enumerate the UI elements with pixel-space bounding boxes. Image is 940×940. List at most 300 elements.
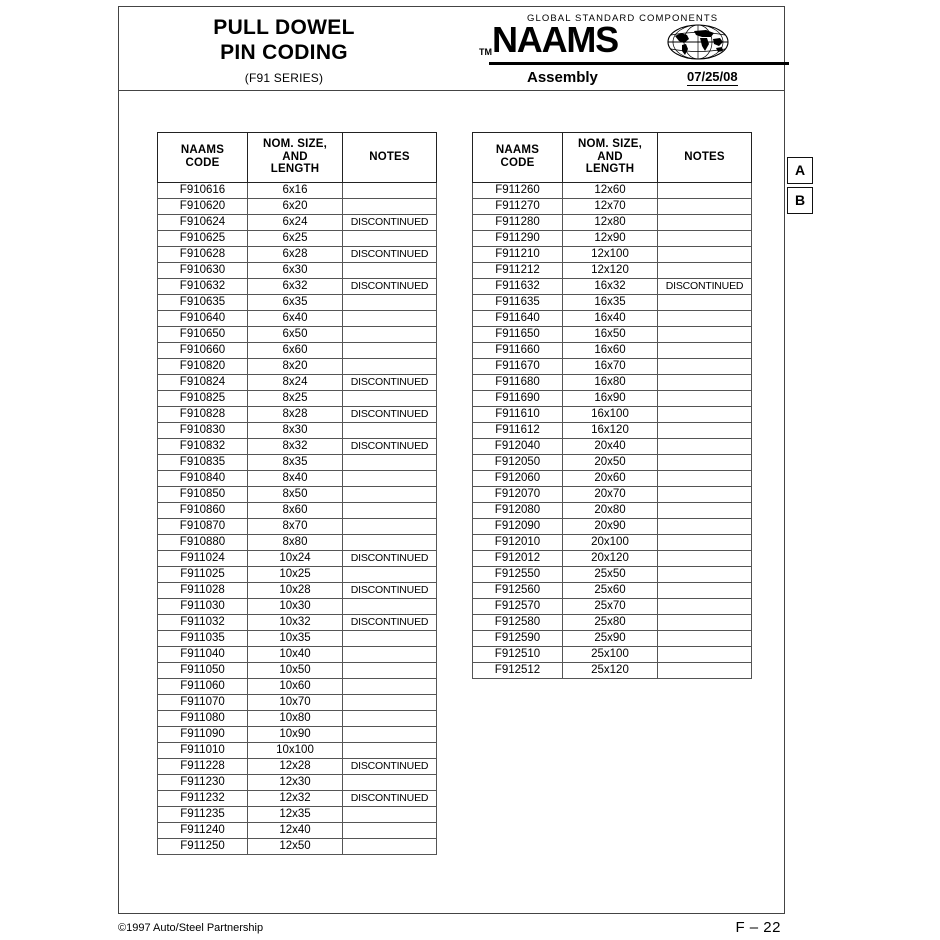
table-row bbox=[473, 486, 752, 502]
cell-naams-code: F911610 bbox=[473, 406, 563, 422]
cell-nominal-size: 20x50 bbox=[563, 454, 658, 470]
cell-notes bbox=[343, 662, 437, 678]
table-row bbox=[473, 342, 752, 358]
cell-nominal-size: 10x100 bbox=[248, 742, 343, 758]
document-series-label: (F91 SERIES) bbox=[244, 71, 324, 85]
table-header-row bbox=[158, 133, 437, 183]
cell-naams-code: F912070 bbox=[473, 486, 563, 502]
column-header-naams-code bbox=[473, 133, 563, 183]
table-body-left bbox=[158, 182, 437, 854]
table-row bbox=[158, 534, 437, 550]
cell-naams-code: F912040 bbox=[473, 438, 563, 454]
cell-naams-code: F911228 bbox=[158, 758, 248, 774]
cell-nominal-size: 25x90 bbox=[563, 630, 658, 646]
cell-notes bbox=[658, 662, 752, 678]
cell-naams-code: F910616 bbox=[158, 182, 248, 198]
cell-naams-code: F911025 bbox=[158, 566, 248, 582]
header-line1: NOTES bbox=[369, 150, 410, 163]
table-row bbox=[473, 566, 752, 582]
cell-naams-code: F910820 bbox=[158, 358, 248, 374]
cell-notes bbox=[658, 214, 752, 230]
cell-nominal-size: 16x35 bbox=[563, 294, 658, 310]
table-row bbox=[473, 646, 752, 662]
cell-nominal-size: 12x28 bbox=[248, 758, 343, 774]
cell-naams-code: F911032 bbox=[158, 614, 248, 630]
page-frame bbox=[118, 6, 785, 914]
cell-nominal-size: 6x50 bbox=[248, 326, 343, 342]
cell-nominal-size: 6x20 bbox=[248, 198, 343, 214]
cell-notes bbox=[658, 358, 752, 374]
page-number: F – 22 bbox=[735, 919, 781, 936]
table-row bbox=[158, 230, 437, 246]
cell-naams-code: F910624 bbox=[158, 214, 248, 230]
cell-notes bbox=[658, 422, 752, 438]
cell-nominal-size: 6x40 bbox=[248, 310, 343, 326]
cell-notes bbox=[343, 630, 437, 646]
cell-naams-code: F910880 bbox=[158, 534, 248, 550]
cell-notes bbox=[343, 390, 437, 406]
cell-nominal-size: 20x100 bbox=[563, 534, 658, 550]
table-row bbox=[158, 294, 437, 310]
cell-nominal-size: 6x28 bbox=[248, 246, 343, 262]
table-row bbox=[158, 358, 437, 374]
cell-nominal-size: 10x28 bbox=[248, 582, 343, 598]
cell-nominal-size: 6x30 bbox=[248, 262, 343, 278]
cell-notes bbox=[658, 246, 752, 262]
cell-nominal-size: 10x35 bbox=[248, 630, 343, 646]
globe-icon bbox=[667, 24, 729, 65]
table-row bbox=[473, 326, 752, 342]
cell-notes bbox=[658, 582, 752, 598]
table-row bbox=[158, 710, 437, 726]
cell-notes bbox=[343, 454, 437, 470]
cell-naams-code: F910830 bbox=[158, 422, 248, 438]
cell-notes bbox=[658, 198, 752, 214]
table-row bbox=[473, 310, 752, 326]
cell-nominal-size: 6x24 bbox=[248, 214, 343, 230]
cell-naams-code: F910828 bbox=[158, 406, 248, 422]
table-row bbox=[473, 614, 752, 630]
table-row bbox=[473, 390, 752, 406]
table-row bbox=[158, 566, 437, 582]
cell-notes bbox=[343, 358, 437, 374]
naams-logo-wordmark: NAAMS bbox=[492, 19, 618, 60]
cell-nominal-size: 10x30 bbox=[248, 598, 343, 614]
cell-notes: DISCONTINUED bbox=[343, 550, 437, 566]
cell-naams-code: F910620 bbox=[158, 198, 248, 214]
cell-nominal-size: 12x30 bbox=[248, 774, 343, 790]
cell-notes bbox=[658, 390, 752, 406]
section-tab-a[interactable]: A bbox=[787, 157, 813, 184]
cell-notes bbox=[343, 262, 437, 278]
cell-nominal-size: 10x90 bbox=[248, 726, 343, 742]
cell-nominal-size: 8x40 bbox=[248, 470, 343, 486]
table-row bbox=[473, 262, 752, 278]
table-row bbox=[158, 822, 437, 838]
cell-nominal-size: 6x16 bbox=[248, 182, 343, 198]
table-row bbox=[158, 550, 437, 566]
table-row bbox=[473, 246, 752, 262]
page-footer bbox=[118, 919, 785, 940]
cell-notes: DISCONTINUED bbox=[343, 406, 437, 422]
table-row bbox=[158, 790, 437, 806]
cell-nominal-size: 10x25 bbox=[248, 566, 343, 582]
table-row bbox=[473, 454, 752, 470]
cell-notes bbox=[343, 294, 437, 310]
table-row bbox=[158, 262, 437, 278]
document-date: 07/25/08 bbox=[687, 69, 738, 84]
cell-nominal-size: 16x100 bbox=[563, 406, 658, 422]
cell-naams-code: F911632 bbox=[473, 278, 563, 294]
cell-notes bbox=[658, 470, 752, 486]
cell-naams-code: F910632 bbox=[158, 278, 248, 294]
cell-notes bbox=[658, 550, 752, 566]
cell-naams-code: F910650 bbox=[158, 326, 248, 342]
table-row bbox=[473, 182, 752, 198]
cell-naams-code: F911290 bbox=[473, 230, 563, 246]
cell-naams-code: F911280 bbox=[473, 214, 563, 230]
cell-nominal-size: 12x35 bbox=[248, 806, 343, 822]
cell-nominal-size: 8x60 bbox=[248, 502, 343, 518]
cell-nominal-size: 12x80 bbox=[563, 214, 658, 230]
table-body-right bbox=[473, 182, 752, 678]
cell-nominal-size: 8x32 bbox=[248, 438, 343, 454]
cell-nominal-size: 8x28 bbox=[248, 406, 343, 422]
cell-notes bbox=[658, 182, 752, 198]
cell-notes bbox=[343, 742, 437, 758]
cell-naams-code: F912012 bbox=[473, 550, 563, 566]
header-line3: LENGTH bbox=[585, 163, 635, 175]
cell-naams-code: F911212 bbox=[473, 262, 563, 278]
cell-notes bbox=[343, 726, 437, 742]
cell-naams-code: F911060 bbox=[158, 678, 248, 694]
cell-nominal-size: 25x120 bbox=[563, 662, 658, 678]
cell-nominal-size: 25x50 bbox=[563, 566, 658, 582]
cell-notes bbox=[343, 518, 437, 534]
cell-notes bbox=[343, 822, 437, 838]
cell-nominal-size: 12x60 bbox=[563, 182, 658, 198]
cell-naams-code: F911028 bbox=[158, 582, 248, 598]
cell-notes bbox=[658, 326, 752, 342]
cell-naams-code: F911260 bbox=[473, 182, 563, 198]
assembly-label: Assembly bbox=[527, 69, 598, 86]
cell-nominal-size: 12x32 bbox=[248, 790, 343, 806]
header-line2: CODE bbox=[500, 156, 535, 169]
table-row bbox=[158, 278, 437, 294]
cell-nominal-size: 6x60 bbox=[248, 342, 343, 358]
cell-nominal-size: 8x35 bbox=[248, 454, 343, 470]
table-row bbox=[158, 182, 437, 198]
cell-notes: DISCONTINUED bbox=[343, 246, 437, 262]
cell-notes: DISCONTINUED bbox=[343, 374, 437, 390]
table-row bbox=[473, 406, 752, 422]
cell-nominal-size: 16x60 bbox=[563, 342, 658, 358]
cell-naams-code: F910625 bbox=[158, 230, 248, 246]
cell-nominal-size: 20x70 bbox=[563, 486, 658, 502]
cell-nominal-size: 20x120 bbox=[563, 550, 658, 566]
cell-notes bbox=[658, 614, 752, 630]
cell-nominal-size: 8x70 bbox=[248, 518, 343, 534]
column-header-notes bbox=[343, 133, 437, 183]
cell-nominal-size: 12x40 bbox=[248, 822, 343, 838]
cell-notes bbox=[658, 502, 752, 518]
cell-notes bbox=[343, 422, 437, 438]
cell-naams-code: F911040 bbox=[158, 646, 248, 662]
table-row bbox=[473, 582, 752, 598]
cell-nominal-size: 12x50 bbox=[248, 838, 343, 854]
cell-naams-code: F911650 bbox=[473, 326, 563, 342]
cell-naams-code: F911680 bbox=[473, 374, 563, 390]
cell-notes bbox=[343, 806, 437, 822]
table-row bbox=[158, 774, 437, 790]
table-row bbox=[473, 518, 752, 534]
header-line2: CODE bbox=[185, 156, 220, 169]
cell-nominal-size: 25x70 bbox=[563, 598, 658, 614]
cell-naams-code: F911024 bbox=[158, 550, 248, 566]
cell-nominal-size: 8x50 bbox=[248, 486, 343, 502]
cell-nominal-size: 16x32 bbox=[563, 278, 658, 294]
cell-notes: DISCONTINUED bbox=[343, 582, 437, 598]
cell-naams-code: F911240 bbox=[158, 822, 248, 838]
cell-naams-code: F911030 bbox=[158, 598, 248, 614]
cell-notes bbox=[343, 182, 437, 198]
table-row bbox=[158, 502, 437, 518]
cell-notes bbox=[343, 678, 437, 694]
title-block bbox=[119, 7, 784, 91]
cell-notes: DISCONTINUED bbox=[343, 278, 437, 294]
table-row bbox=[473, 278, 752, 294]
cell-nominal-size: 10x80 bbox=[248, 710, 343, 726]
cell-nominal-size: 16x80 bbox=[563, 374, 658, 390]
table-row bbox=[158, 678, 437, 694]
table-row bbox=[158, 326, 437, 342]
cell-nominal-size: 25x100 bbox=[563, 646, 658, 662]
cell-notes bbox=[658, 454, 752, 470]
cell-naams-code: F912580 bbox=[473, 614, 563, 630]
cell-notes bbox=[658, 534, 752, 550]
cell-naams-code: F911250 bbox=[158, 838, 248, 854]
page-title-line1: PULL DOWEL bbox=[213, 16, 355, 39]
cell-notes bbox=[658, 230, 752, 246]
table-row bbox=[158, 742, 437, 758]
table-row bbox=[158, 374, 437, 390]
cell-notes bbox=[658, 342, 752, 358]
table-row bbox=[473, 198, 752, 214]
cell-notes bbox=[343, 198, 437, 214]
table-row bbox=[158, 486, 437, 502]
cell-nominal-size: 16x120 bbox=[563, 422, 658, 438]
cell-notes: DISCONTINUED bbox=[343, 790, 437, 806]
table-row bbox=[158, 598, 437, 614]
table-row bbox=[158, 630, 437, 646]
cell-notes bbox=[658, 262, 752, 278]
cell-naams-code: F910640 bbox=[158, 310, 248, 326]
header-line1: NAAMS bbox=[495, 144, 540, 157]
table-row bbox=[473, 598, 752, 614]
cell-naams-code: F912570 bbox=[473, 598, 563, 614]
cell-naams-code: F910635 bbox=[158, 294, 248, 310]
cell-notes bbox=[658, 598, 752, 614]
header-line1: NOM. SIZE, bbox=[578, 138, 642, 150]
cell-naams-code: F911070 bbox=[158, 694, 248, 710]
cell-nominal-size: 10x40 bbox=[248, 646, 343, 662]
table-row bbox=[473, 550, 752, 566]
cell-naams-code: F912080 bbox=[473, 502, 563, 518]
cell-nominal-size: 25x60 bbox=[563, 582, 658, 598]
cell-naams-code: F910860 bbox=[158, 502, 248, 518]
cell-notes bbox=[343, 486, 437, 502]
cell-notes bbox=[658, 566, 752, 582]
column-header-naams-code bbox=[158, 133, 248, 183]
cell-naams-code: F911210 bbox=[473, 246, 563, 262]
table-row bbox=[158, 726, 437, 742]
cell-notes bbox=[343, 566, 437, 582]
table-row bbox=[158, 342, 437, 358]
cell-naams-code: F911612 bbox=[473, 422, 563, 438]
cell-naams-code: F911080 bbox=[158, 710, 248, 726]
cell-naams-code: F910832 bbox=[158, 438, 248, 454]
cell-naams-code: F912590 bbox=[473, 630, 563, 646]
cell-naams-code: F911660 bbox=[473, 342, 563, 358]
cell-notes bbox=[658, 518, 752, 534]
header-line2: AND bbox=[282, 150, 308, 163]
table-row bbox=[158, 214, 437, 230]
cell-naams-code: F910628 bbox=[158, 246, 248, 262]
header-line1: NAAMS bbox=[180, 144, 225, 157]
cell-notes bbox=[343, 502, 437, 518]
table-row bbox=[158, 454, 437, 470]
cell-naams-code: F912090 bbox=[473, 518, 563, 534]
page-title-line2: PIN CODING bbox=[220, 41, 348, 64]
cell-nominal-size: 10x50 bbox=[248, 662, 343, 678]
table-row bbox=[158, 614, 437, 630]
table-row bbox=[158, 406, 437, 422]
cell-naams-code: F912512 bbox=[473, 662, 563, 678]
brand-underline-rule bbox=[489, 62, 789, 65]
cell-notes bbox=[658, 646, 752, 662]
table-row bbox=[158, 246, 437, 262]
cell-notes bbox=[343, 694, 437, 710]
cell-notes bbox=[343, 470, 437, 486]
table-row bbox=[473, 470, 752, 486]
cell-naams-code: F911235 bbox=[158, 806, 248, 822]
cell-nominal-size: 12x120 bbox=[563, 262, 658, 278]
header-line3: LENGTH bbox=[270, 163, 320, 175]
header-line2: AND bbox=[597, 150, 623, 163]
header-line1: NOM. SIZE, bbox=[263, 138, 327, 150]
cell-nominal-size: 10x32 bbox=[248, 614, 343, 630]
cell-notes bbox=[658, 630, 752, 646]
cell-naams-code: F912560 bbox=[473, 582, 563, 598]
cell-notes bbox=[658, 486, 752, 502]
cell-naams-code: F911010 bbox=[158, 742, 248, 758]
cell-notes bbox=[658, 294, 752, 310]
cell-nominal-size: 20x40 bbox=[563, 438, 658, 454]
cell-naams-code: F910825 bbox=[158, 390, 248, 406]
cell-nominal-size: 10x70 bbox=[248, 694, 343, 710]
section-tab-b[interactable]: B bbox=[787, 187, 813, 214]
cell-naams-code: F910824 bbox=[158, 374, 248, 390]
cell-nominal-size: 16x70 bbox=[563, 358, 658, 374]
cell-naams-code: F911635 bbox=[473, 294, 563, 310]
cell-naams-code: F912060 bbox=[473, 470, 563, 486]
column-header-notes bbox=[658, 133, 752, 183]
cell-nominal-size: 12x70 bbox=[563, 198, 658, 214]
cell-nominal-size: 10x24 bbox=[248, 550, 343, 566]
trademark-symbol: TM bbox=[479, 47, 492, 57]
cell-nominal-size: 10x60 bbox=[248, 678, 343, 694]
table-row bbox=[473, 630, 752, 646]
cell-nominal-size: 8x30 bbox=[248, 422, 343, 438]
table-row bbox=[158, 662, 437, 678]
cell-naams-code: F910850 bbox=[158, 486, 248, 502]
cell-nominal-size: 25x80 bbox=[563, 614, 658, 630]
cell-naams-code: F911232 bbox=[158, 790, 248, 806]
cell-naams-code: F911090 bbox=[158, 726, 248, 742]
table-row bbox=[473, 374, 752, 390]
copyright-notice: ©1997 Auto/Steel Partnership bbox=[118, 922, 264, 934]
cell-notes bbox=[343, 310, 437, 326]
table-row bbox=[158, 646, 437, 662]
cell-nominal-size: 12x100 bbox=[563, 246, 658, 262]
section-tab-strip bbox=[787, 157, 813, 214]
table-row bbox=[158, 806, 437, 822]
cell-nominal-size: 20x90 bbox=[563, 518, 658, 534]
cell-naams-code: F910840 bbox=[158, 470, 248, 486]
cell-nominal-size: 8x20 bbox=[248, 358, 343, 374]
cell-nominal-size: 16x50 bbox=[563, 326, 658, 342]
cell-notes bbox=[658, 310, 752, 326]
header-line1: NOTES bbox=[684, 150, 725, 163]
table-row bbox=[158, 422, 437, 438]
cell-naams-code: F910660 bbox=[158, 342, 248, 358]
cell-notes bbox=[343, 774, 437, 790]
cell-nominal-size: 20x80 bbox=[563, 502, 658, 518]
table-row bbox=[473, 534, 752, 550]
cell-nominal-size: 20x60 bbox=[563, 470, 658, 486]
table-row bbox=[158, 198, 437, 214]
cell-naams-code: F912010 bbox=[473, 534, 563, 550]
cell-naams-code: F911270 bbox=[473, 198, 563, 214]
table-row bbox=[158, 438, 437, 454]
column-header-nominal-size bbox=[563, 133, 658, 183]
cell-nominal-size: 6x32 bbox=[248, 278, 343, 294]
cell-naams-code: F912550 bbox=[473, 566, 563, 582]
table-row bbox=[158, 518, 437, 534]
table-row bbox=[473, 662, 752, 678]
table-row bbox=[473, 358, 752, 374]
table-row bbox=[158, 838, 437, 854]
cell-nominal-size: 8x25 bbox=[248, 390, 343, 406]
cell-naams-code: F911670 bbox=[473, 358, 563, 374]
table-row bbox=[473, 422, 752, 438]
cell-notes bbox=[343, 534, 437, 550]
cell-naams-code: F910835 bbox=[158, 454, 248, 470]
table-row bbox=[473, 502, 752, 518]
cell-naams-code: F910630 bbox=[158, 262, 248, 278]
cell-notes bbox=[343, 342, 437, 358]
cell-notes: DISCONTINUED bbox=[343, 214, 437, 230]
cell-notes bbox=[343, 230, 437, 246]
cell-nominal-size: 6x35 bbox=[248, 294, 343, 310]
cell-notes bbox=[658, 438, 752, 454]
cell-naams-code: F912510 bbox=[473, 646, 563, 662]
cell-naams-code: F911230 bbox=[158, 774, 248, 790]
cell-naams-code: F912050 bbox=[473, 454, 563, 470]
table-row bbox=[473, 438, 752, 454]
cell-notes bbox=[343, 710, 437, 726]
table-header-row bbox=[473, 133, 752, 183]
